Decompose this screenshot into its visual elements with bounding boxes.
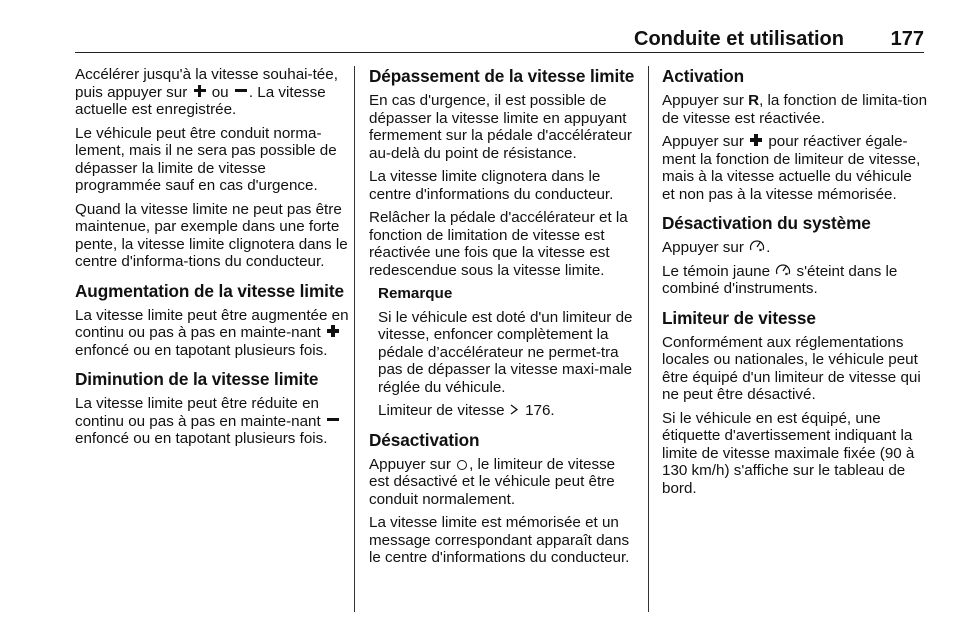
speed-limiter-icon [775,263,791,276]
paragraph: Appuyer sur . [662,239,771,256]
paragraph: Relâcher la pédale d'accélérateur et la fonction de limitation de vitesse est réactivée une fois que la vitesse est redescendue sous la vitesse limite. [369,209,628,279]
paragraph: La vitesse limite clignotera dans le centre d'informations du conducteur. [369,168,614,203]
paragraph: Appuyer sur pour réactiver égale-ment la fonction de limiteur de vitesse, mais à la vitesse actuelle du véhicule et non pas à la vitesse mémorisée. [662,133,921,203]
paragraph: Appuyer sur R, la fonction de limita-tion de vitesse est réactivée. [662,92,928,127]
plus-icon [194,85,206,97]
speed-limiter-icon [749,239,765,252]
plus-icon [327,325,339,337]
minus-icon [327,414,339,426]
paragraph: La vitesse limite est mémorisée et un message correspondant apparaît dans le centre d'informations du conducteur. [369,514,630,566]
column-divider [648,66,649,612]
heading-deactivation: Désactivation [369,429,480,450]
page-header [75,26,924,53]
column-middle [369,66,635,573]
paragraph: Le véhicule peut être conduit norma-lement, mais il ne sera pas possible de dépasser la limite de vitesse programmée sauf en cas d'urgence. [75,124,337,194]
arrow-reference-icon [510,404,518,415]
heading-system-deactivation: Désactivation du système [662,213,871,233]
paragraph: Si le véhicule en est équipé, une étiquette d'avertissement indiquant la limite de vitesse maximale fixée (90 à 130 km/h) s'affiche sur le tableau de bord. [662,409,915,497]
paragraph: Le témoin jaune s'éteint dans le combiné d'instruments. [662,262,898,297]
column-right [662,66,928,503]
heading-exceed-limit: Dépassement de la vitesse limite [369,66,635,86]
plus-icon [750,134,762,146]
paragraph: La vitesse limite peut être réduite en continu ou pas à pas en mainte-nant enfoncé ou en tapotant plusieurs fois. [75,395,351,448]
page-number: 177 [890,28,924,50]
circle-icon [457,460,467,470]
note-text: Si le véhicule est doté d'un limiteur de vitesse, enfoncer complètement la pédale d’accélérateur ne permet-tra pas de dépasser la vitesse maxi-male réglée du véhicule. [378,308,633,396]
paragraph: Appuyer sur , le limiteur de vitesse est désactivé et le véhicule peut être conduit normalement. [369,455,616,508]
paragraph: La vitesse limite peut être augmentée en continu ou pas à pas en mainte-nant enfoncé ou en tapotant plusieurs fois. [75,306,349,359]
cross-reference: Limiteur de vitesse 176. [378,402,555,419]
heading-increase-limit: Augmentation de la vitesse limite [75,280,344,301]
heading-activation: Activation [662,66,745,86]
heading-decrease-limit: Diminution de la vitesse limite [75,369,319,389]
heading-speed-limiter: Limiteur de vitesse [662,307,816,328]
note-title: Remarque [378,285,453,302]
resume-key-label: R [748,92,760,109]
column-left [75,66,351,454]
paragraph: Accélérer jusqu'à la vitesse souhai-tée, puis appuyer sur ou . La vitesse actuelle est enregistrée. [75,66,338,118]
paragraph: Quand la vitesse limite ne peut pas être maintenue, par exemple dans une forte pente, la vitesse limite clignotera dans le centre d'informa-tions du conducteur. [75,200,348,270]
paragraph: Conformément aux réglementations locales ou nationales, le véhicule peut être équipé d'un limiteur de vitesse qui ne peut être désactivé. [662,333,921,403]
paragraph: En cas d'urgence, il est possible de dépasser la vitesse limite en appuyant fermement sur la pédale d'accélérateur au-delà du point de résistance. [369,92,632,162]
section-title: Conduite et utilisation [634,28,844,50]
minus-icon [235,85,247,97]
note-box [369,285,635,420]
column-divider [354,66,355,612]
